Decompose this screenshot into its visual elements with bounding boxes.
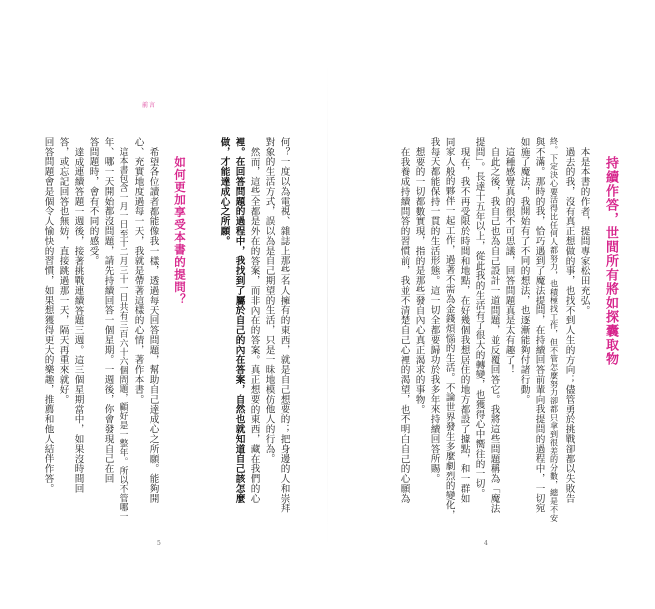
body-line: 年、哪一天開始都沒問題，請先持續回答一個星期。一週後，你會發現自己在回: [102, 137, 114, 484]
body-line: 回答問題會是個令人愉快的習慣，如果想獲得更大的樂趣，推薦和他人結伴作答。: [42, 137, 54, 494]
body-line: 答，或忘記回答也無妨，直接跳過那一天，隔天再重來就好。: [57, 137, 69, 405]
body-line: 達成連續答題一週後，接著挑戰連續答題三週。這三個星期當中，如果沒時間回: [72, 147, 84, 494]
page-number: 5: [157, 540, 161, 547]
body-line: 何？一度以為電視、雜誌上那些名人擁有的東西，就是自己想要的；把身邊的人和崇拜: [278, 137, 290, 514]
body-line: 提問」。長達十五年以上，從此我的生活有了很大的轉變，也獲得心中嚮往的一切。: [473, 137, 485, 499]
body-line: 答問題時，會有不同的感受。: [87, 137, 99, 266]
chapter-heading: 持續作答，世間所有將如探囊取物: [603, 156, 618, 366]
body-line: 心、充實地度過每一天，我就是帶著這樣的心情，著作本書。: [132, 137, 144, 405]
body-line: 我每天都能保持一貫的生活形態。這一切全都要歸功於我多年來持續回答所賜。: [428, 137, 440, 484]
running-head: 前言: [142, 102, 157, 109]
body-line: 同家人般的夥伴一起工作，過著不需為金錢煩惱的生活。不論世界發生多麼劇烈的變化，: [443, 137, 455, 520]
body-line: 過去的我，沒有真正想做的事，也找不到人生的方向；儘管勇於挑戰卻都以失敗告: [563, 147, 575, 504]
body-line: 現在，我不再受限於時間和地點，在好幾個我想居住的地方都設了據點，和一群如: [458, 147, 470, 504]
body-line: 與不滿。那時的我，恰巧遇到了魔法提問，在持續回答前輩向我提問的過程中，一切宛: [533, 137, 545, 514]
emphasis-line: 做，才能達成心之所願。: [218, 137, 230, 246]
subheading: 如何更加享受本書的提問？: [173, 156, 187, 306]
body-line: 對象的生活方式，誤以為是自己期望的生活，只是一昧地模仿他人的行為。: [263, 137, 275, 464]
body-line: 本是本書的作者，提問專家松田充弘。: [578, 147, 590, 316]
body-line: 希望各位讀者都能像我一樣，透過每天回答問題，幫助自己達成心之所願。能夠開: [147, 147, 159, 504]
body-line: 自此之後，我自己也為自己設計一道問題，並反覆回答它。我將這些問題稱為「魔法: [488, 147, 500, 514]
body-line: 終。下定決心要活得比任何人都努力，也積極找工作，但不管怎麼努力卻都只拿到很差的分數，總是不安: [549, 137, 559, 523]
body-line: 如施了魔法，我開始有了不同的想法，也逐漸能夠付諸行動。: [518, 137, 530, 405]
body-line: 這本書包含一月一日至十二月三十一日共有三百六十六個問題，顧好是一整年。所以不管哪一: [117, 147, 128, 521]
body-line: 想要的一切都數實現，指的是那些發自內心真正渴求的事物。: [413, 147, 425, 415]
body-line: 然而，這些全都是外在的答案，而非內在的答案。真正想要的東西，藏在我們的心: [248, 147, 260, 504]
right-page: [328, 0, 655, 609]
emphasis-line: 裡。在回答問題的過程中，我找到了屬於自己的內在答案，自然也就知道自己該怎麼: [233, 137, 245, 504]
body-line: 在我養成持續問答的習慣前，我並不清楚自己心裡的渴望，也不明白自己的心願為: [398, 147, 410, 504]
body-line: 這種感覺真的很不可思議，回答問題真是太有趣了！: [503, 147, 515, 375]
page-number: 4: [484, 540, 488, 547]
left-page: [0, 0, 327, 609]
